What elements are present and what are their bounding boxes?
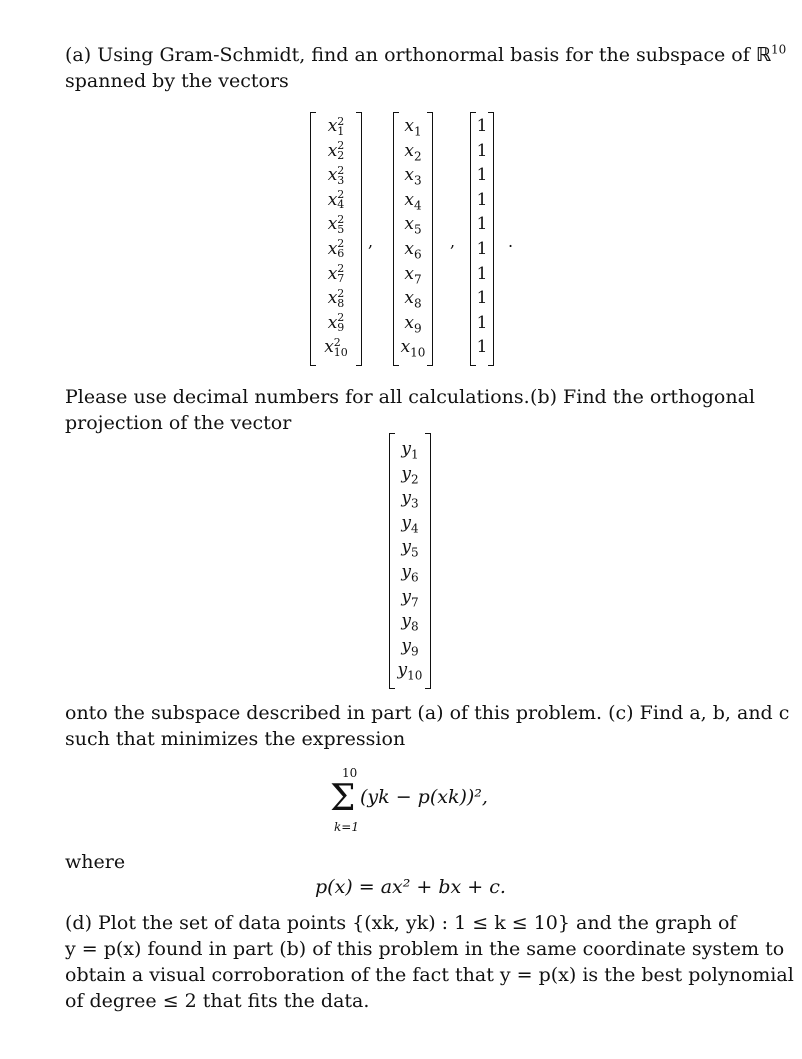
vector-entry-one: 1 (476, 140, 488, 161)
y-vector-entry: $y_8$ (401, 611, 419, 634)
part-c-line2: such that minimizes the expression (65, 728, 406, 750)
vector-entry-one: 1 (476, 165, 488, 186)
vector-entry-one: 1 (476, 214, 488, 235)
vector-entry-one: 1 (476, 189, 488, 210)
vector-entry-linear: $x_8$ (404, 288, 422, 311)
vector-entry-square: x 2 8 (327, 286, 345, 310)
vector-entry-one: 1 (476, 337, 488, 358)
basis-vector-squares (310, 112, 362, 366)
sum-lower-limit: k=1 (334, 820, 359, 834)
sum-body: (yk − p(xk))², (360, 786, 488, 808)
vector-entry-linear: $x_6$ (404, 238, 422, 262)
vector-entry-linear: $x_3$ (404, 165, 422, 188)
y-vector (389, 433, 431, 689)
y-vector-entry: $y_1$ (401, 439, 419, 462)
part-b-text (65, 384, 755, 436)
summation-expression (330, 766, 530, 836)
vector-entry-linear: $x_{10}$ (400, 337, 426, 360)
vector-entry-square: x 2 7 (327, 262, 345, 286)
y-vector-entry: $y_6$ (401, 561, 419, 585)
part-c-text (65, 700, 790, 752)
vector-entry-square: x 2 9 (327, 311, 345, 335)
sum-upper-limit: 10 (342, 766, 358, 780)
vector-entry-square: x 2 10 (324, 335, 348, 359)
vector-entry-square: x 2 4 (327, 188, 345, 212)
y-vector-entry: $y_5$ (401, 537, 419, 560)
y-vector-entry: $y_7$ (401, 586, 419, 609)
y-vector-entry: $y_9$ (401, 635, 419, 659)
vector-entry-linear: $x_7$ (404, 263, 422, 286)
vector-end-period: . (508, 232, 514, 251)
sigma-symbol: Σ (330, 778, 356, 819)
part-b-line1: Please use decimal numbers for all calculations. (b) Find the orthogonal (65, 386, 755, 408)
part-d-text (65, 910, 794, 1014)
part-d-line3: obtain a visual corroboration of the fact that y = p(x) is the best polynomial (65, 964, 794, 986)
y-vector-entry: $y_4$ (401, 512, 419, 536)
where-text: where (65, 851, 126, 873)
vector-entry-linear: $x_4$ (404, 189, 422, 213)
vector-entry-linear: $x_1$ (404, 116, 422, 139)
part-c-line1: onto the subspace described in part (a) of this problem. (c) Find a, b, and c (65, 702, 790, 724)
y-vector-entry: $y_3$ (401, 488, 419, 511)
vector-entry-one: 1 (476, 263, 488, 284)
vector-entry-square: x 2 2 (327, 139, 345, 163)
vector-entry-linear: $x_5$ (404, 214, 422, 237)
vector-entry-square: x 2 6 (327, 237, 345, 261)
vector-entry-square: x 2 1 (327, 114, 345, 138)
vector-separator: , (450, 232, 456, 251)
vector-entry-one: 1 (476, 288, 488, 309)
part-d-line1: (d) Plot the set of data points {(xk, yk) : 1 ≤ k ≤ 10} and the graph of (65, 912, 737, 934)
vector-entry-linear: $x_9$ (404, 312, 422, 336)
part-d-line2: y = p(x) found in part (b) of this problem in the same coordinate system to (65, 938, 785, 960)
part-a-line2: spanned by the vectors (65, 70, 289, 92)
y-vector-entry: $y_{10}$ (397, 660, 423, 683)
vector-entry-square: x 2 3 (327, 163, 345, 187)
part-d-line4: of degree ≤ 2 that fits the data. (65, 990, 370, 1012)
vector-entry-one: 1 (476, 116, 488, 136)
vector-entry-square: x 2 5 (327, 212, 345, 236)
part-a-text (65, 42, 787, 94)
basis-vector-ones (470, 112, 494, 366)
polynomial-definition: p(x) = ax² + bx + c. (315, 876, 506, 898)
vector-entry-linear: $x_2$ (404, 140, 422, 163)
vector-separator: , (368, 232, 374, 251)
reals-symbol: ℝ (755, 44, 772, 66)
y-vector-entry: $y_2$ (401, 463, 419, 486)
part-a-line1: (a) Using Gram-Schmidt, find an orthonormal basis for the subspace of ℝ$^{10}$ (65, 42, 787, 66)
basis-vector-linear (393, 112, 433, 366)
vector-entry-one: 1 (476, 238, 488, 259)
part-b-line2: projection of the vector (65, 412, 292, 434)
vector-entry-one: 1 (476, 312, 488, 333)
